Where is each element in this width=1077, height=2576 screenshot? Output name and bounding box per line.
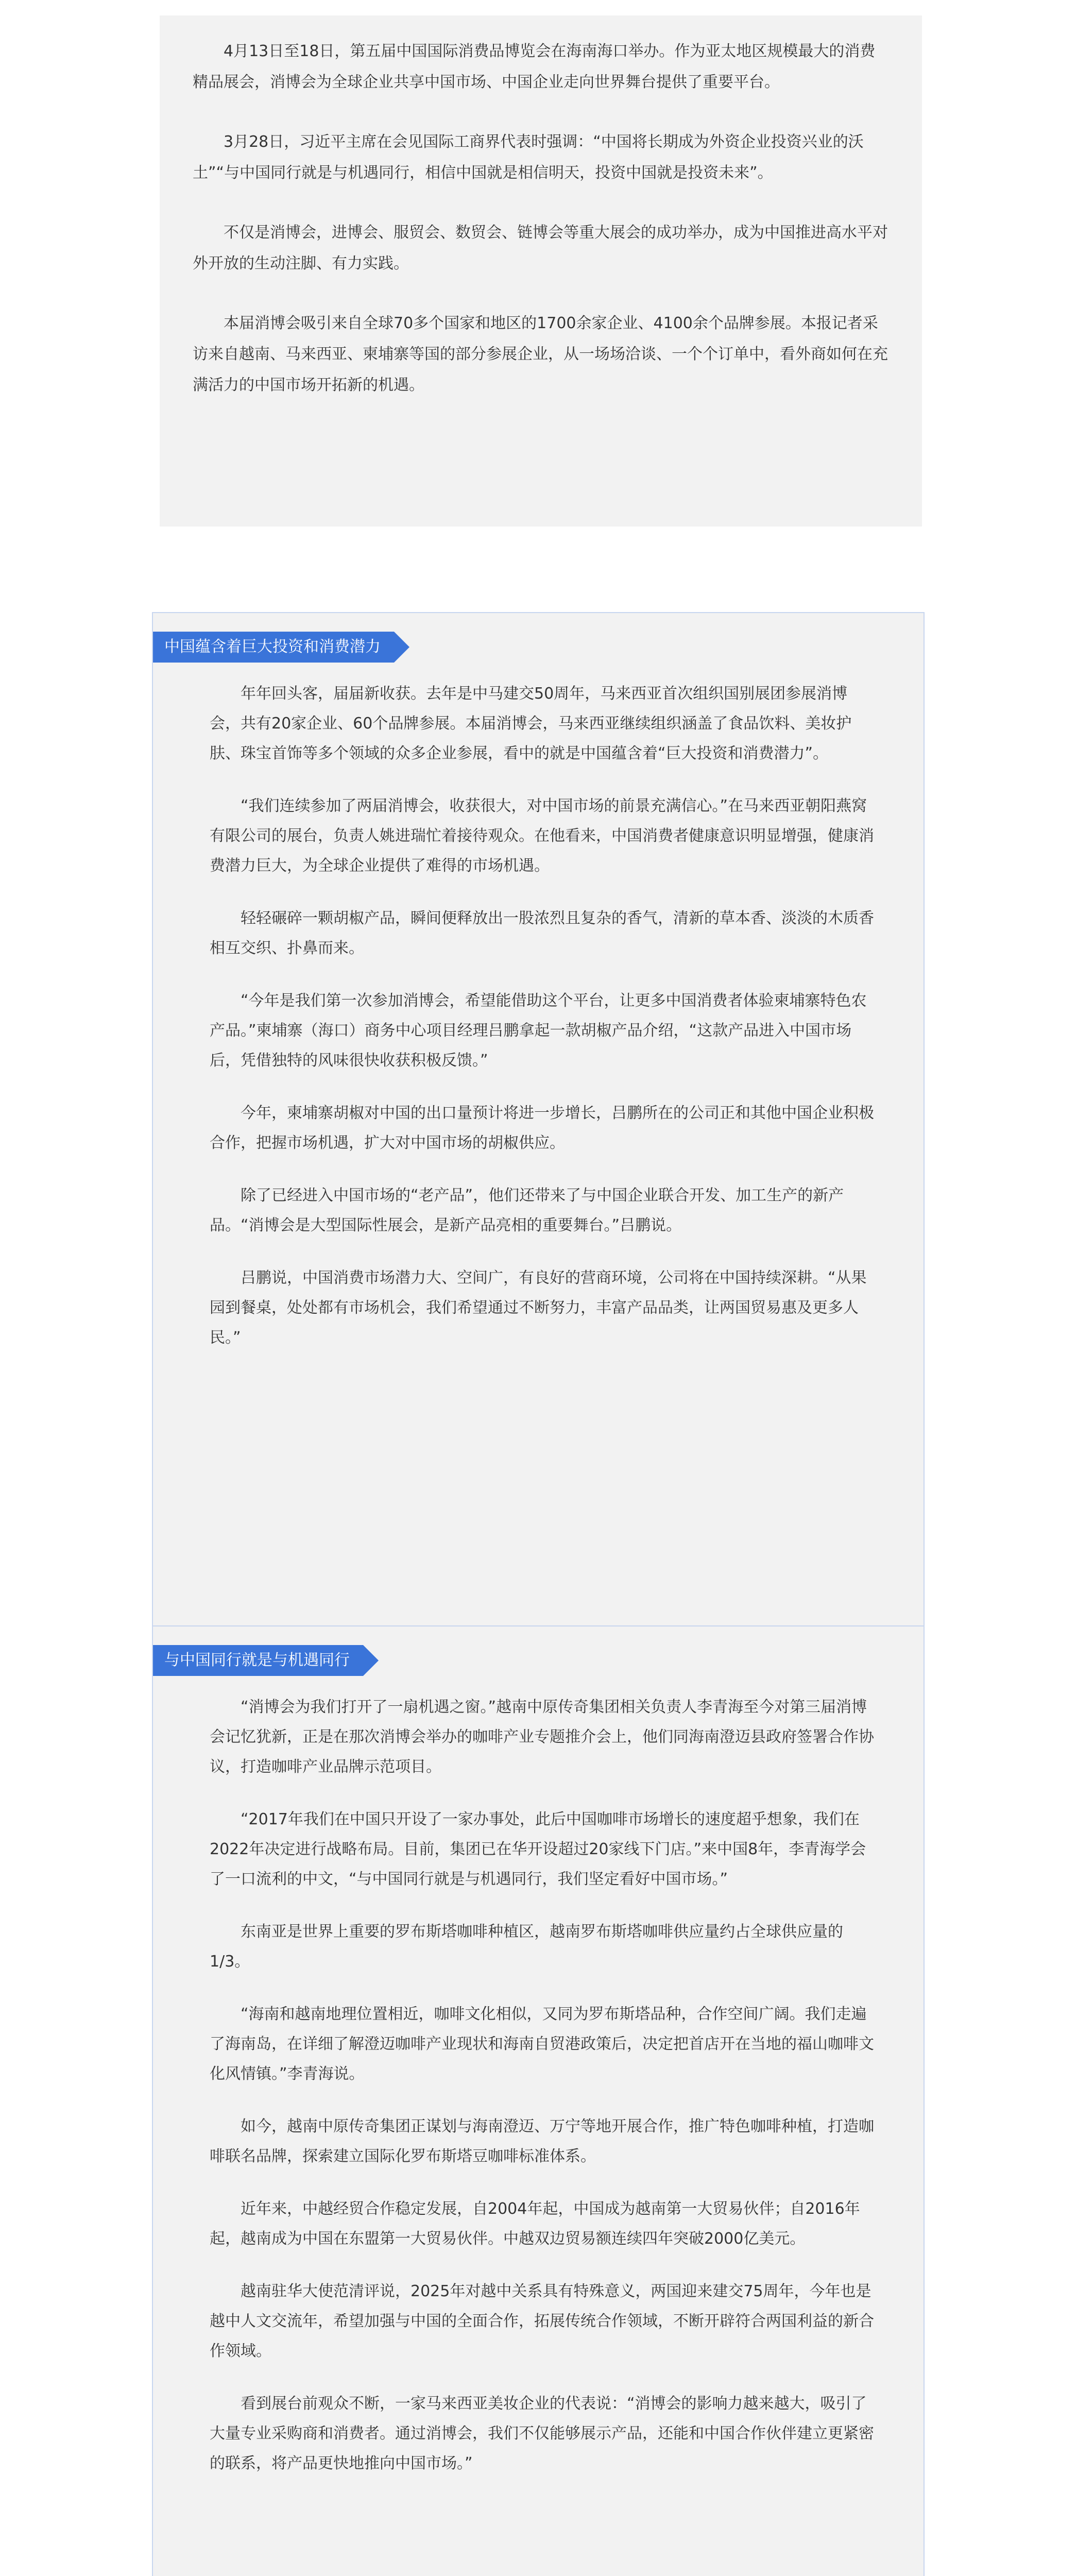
section-opportunity <box>152 1625 925 2576</box>
section-paragraph: 看到展台前观众不断，一家马来西亚美妆企业的代表说：“消博会的影响力越来越大，吸引了大量专业采购商和消费者。通过消博会，我们不仅能够展示产品，还能和中国合作伙伴建立更紧密的联系，将产品更快地推向中国市场。” <box>210 2395 874 2472</box>
intro-paragraph: 3月28日，习近平主席在会见国际工商界代表时强调：“中国将长期成为外资企业投资兴业的沃土”“与中国同行就是与机遇同行，相信中国就是相信明天，投资中国就是投资未来”。 <box>193 133 864 182</box>
section-paragraph: 越南驻华大使范清评说，2025年对越中关系具有特殊意义，两国迎来建交75周年，今年也是越中人文交流年，希望加强与中国的全面合作，拓展传统合作领域，不断开辟符合两国利益的新合作领域。 <box>210 2282 874 2360</box>
section-paragraph: “海南和越南地理位置相近，咖啡文化相似，又同为罗布斯塔品种，合作空间广阔。我们走遍了海南岛，在详细了解澄迈咖啡产业现状和海南自贸港政策后，决定把首店开在当地的福山咖啡文化风情镇。”李青海说。 <box>210 2005 874 2083</box>
intro-paragraph: 本届消博会吸引来自全球70多个国家和地区的1700余家企业、4100余个品牌参展。本报记者采访来自越南、马来西亚、柬埔寨等国的部分参展企业，从一场场洽谈、一个个订单中，看外商如何在充满活力的中国市场开拓新的机遇。 <box>193 314 888 394</box>
section-paragraph: “我们连续参加了两届消博会，收获很大，对中国市场的前景充满信心。”在马来西亚朝阳燕窝有限公司的展台，负责人姚进瑞忙着接待观众。在他看来，中国消费者健康意识明显增强，健康消费潜力巨大，为全球企业提供了难得的市场机遇。 <box>210 797 874 875</box>
section-paragraph: 近年来，中越经贸合作稳定发展，自2004年起，中国成为越南第一大贸易伙伴；自2016年起，越南成为中国在东盟第一大贸易伙伴。中越双边贸易额连续四年突破2000亿美元。 <box>210 2200 860 2248</box>
section-paragraph: 东南亚是世界上重要的罗布斯塔咖啡种植区，越南罗布斯塔咖啡供应量约占全球供应量的1/3。 <box>210 1923 843 1971</box>
intro-block <box>160 15 922 527</box>
section-paragraph: 如今，越南中原传奇集团正谋划与海南澄迈、万宁等地开展合作，推广特色咖啡种植，打造咖啡联名品牌，探索建立国际化罗布斯塔豆咖啡标准体系。 <box>210 2117 874 2165</box>
section-paragraph: “今年是我们第一次参加消博会，希望能借助这个平台，让更多中国消费者体验柬埔寨特色农产品。”柬埔寨（海口）商务中心项目经理吕鹏拿起一款胡椒产品介绍，“这款产品进入中国市场后，凭借独特的风味很快收获积极反馈。” <box>210 992 867 1070</box>
section-paragraph: 吕鹏说，中国消费市场潜力大、空间广，有良好的营商环境，公司将在中国持续深耕。“从果园到餐桌，处处都有市场机会，我们希望通过不断努力，丰富产品品类，让两国贸易惠及更多人民。” <box>210 1269 867 1347</box>
section-paragraph: “消博会为我们打开了一扇机遇之窗。”越南中原传奇集团相关负责人李青海至今对第三届消博会记忆犹新，正是在那次消博会举办的咖啡产业专题推介会上，他们同海南澄迈县政府签署合作协议，打造咖啡产业品牌示范项目。 <box>210 1698 874 1776</box>
section-heading: 与中国同行就是与机遇同行 <box>153 1645 363 1676</box>
section-paragraph: 年年回头客，届届新收获。去年是中马建交50周年，马来西亚首次组织国别展团参展消博会，共有20家企业、60个品牌参展。本届消博会，马来西亚继续组织涵盖了食品饮料、美妆护肤、珠宝首饰等多个领域的众多企业参展，看中的就是中国蕴含着“巨大投资和消费潜力”。 <box>210 685 852 762</box>
intro-paragraph: 4月13日至18日，第五届中国国际消费品博览会在海南海口举办。作为亚太地区规模最大的消费精品展会，消博会为全球企业共享中国市场、中国企业走向世界舞台提供了重要平台。 <box>193 42 876 91</box>
section-investment-potential <box>152 612 925 1642</box>
intro-paragraph: 不仅是消博会，进博会、服贸会、数贸会、链博会等重大展会的成功举办，成为中国推进高水平对外开放的生动注脚、有力实践。 <box>193 224 888 273</box>
section-paragraph: 今年，柬埔寨胡椒对中国的出口量预计将进一步增长，吕鹏所在的公司正和其他中国企业积极合作，把握市场机遇，扩大对中国市场的胡椒供应。 <box>210 1104 874 1152</box>
section-heading: 中国蕴含着巨大投资和消费潜力 <box>153 632 394 663</box>
section-paragraph: 轻轻碾碎一颗胡椒产品，瞬间便释放出一股浓烈且复杂的香气，清新的草本香、淡淡的木质香相互交织、扑鼻而来。 <box>210 909 874 957</box>
section-paragraph: 除了已经进入中国市场的“老产品”，他们还带来了与中国企业联合开发、加工生产的新产品。“消博会是大型国际性展会，是新产品亮相的重要舞台。”吕鹏说。 <box>210 1187 844 1234</box>
section-paragraph: “2017年我们在中国只开设了一家办事处，此后中国咖啡市场增长的速度超乎想象，我们在2022年决定进行战略布局。目前，集团已在华开设超过20家线下门店。”来中国8年，李青海学会了一口流利的中文，“与中国同行就是与机遇同行，我们坚定看好中国市场。” <box>210 1810 866 1888</box>
section-body <box>210 679 874 1353</box>
section-body <box>210 1692 874 2479</box>
